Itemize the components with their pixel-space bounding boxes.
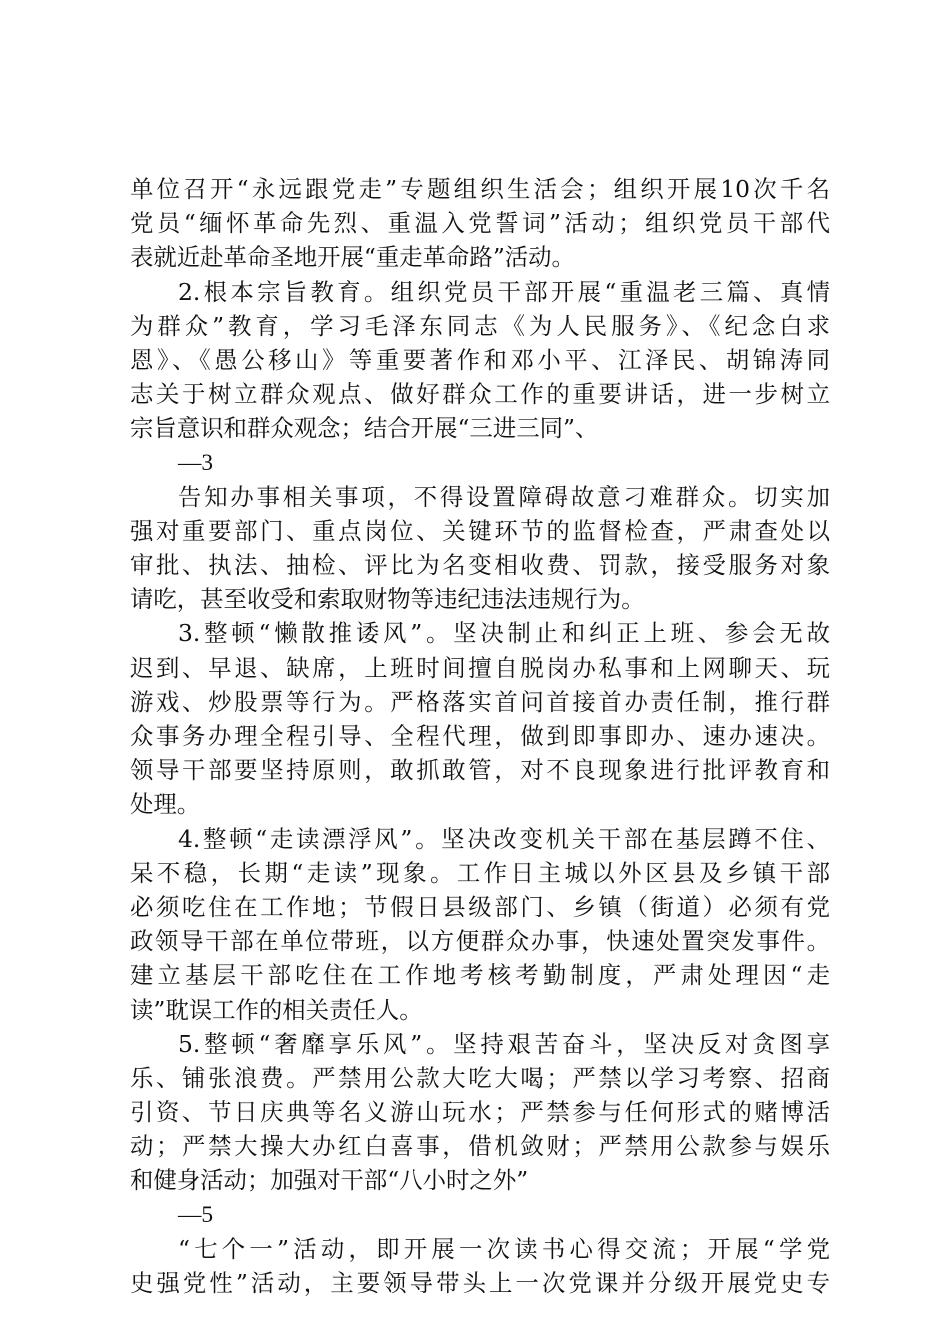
text-line: 恩》、《愚公移山》等重要著作和邓小平、江泽民、胡锦涛同 [130,345,830,374]
text-line: 表就近赴革命圣地开展“重走革命路”活动。 [130,243,575,272]
text-line: 游戏、炒股票等行为。严格落实首问首接首办责任制，推行群 [130,687,830,716]
text-line: 众事务办理全程引导、全程代理，做到即事即办、速办速决。 [130,722,830,750]
text-line: 志关于树立群众观点、做好群众工作的重要讲话，进一步树立 [130,380,830,409]
text-line: 迟到、早退、缺席，上班时间擅自脱岗办私事和上网聊天、玩 [130,653,830,682]
page-number-marker: —5 [178,1201,214,1228]
paragraph-start-line: 告知办事相关事项，不得设置障碍故意刁难群众。切实加 [178,482,830,511]
text-line: 审批、执法、抽检、评比为名变相收费、罚款，接受服务对象 [130,551,830,580]
paragraph-start-line: 3.整顿“懒散推诿风”。坚决制止和纠正上班、参会无故 [178,619,830,648]
paragraph-start-line: 4.整顿“走读漂浮风”。坚决改变机关干部在基层蹲不住、 [178,824,830,853]
text-line: 和健身活动；加强对干部“八小时之外” [130,1166,529,1195]
text-line: 领导干部要坚持原则，敢抓敢管，对不良现象进行批评教育和 [130,756,830,785]
text-line: 必须吃住在工作地；节假日县级部门、乡镇（街道）必须有党 [130,892,830,921]
text-line: 单位召开“永远跟党走”专题组织生活会；组织开展10次千名 [130,175,830,203]
text-line: 宗旨意识和群众观念；结合开展“三进三同”、 [130,414,599,443]
text-line: 党员“缅怀革命先烈、重温入党誓词”活动；组织党员干部代 [130,209,830,238]
text-line: 读”耽误工作的相关责任人。 [130,995,423,1024]
text-line: 引资、节日庆典等名义游山玩水；严禁参与任何形式的赌博活 [130,1098,830,1127]
text-line: 史强党性”活动，主要领导带头上一次党课并分级开展党史专 [130,1269,830,1297]
text-line: 处理。 [130,790,201,819]
document-body [130,172,830,1300]
text-line: 政领导干部在单位带班，以方便群众办事，快速处置突发事件。 [130,927,830,956]
text-line: 呆不稳，长期“走读”现象。工作日主城以外区县及乡镇干部 [130,858,830,887]
text-line: 乐、铺张浪费。严禁用公款大吃大喝；严禁以学习考察、招商 [130,1063,830,1092]
paragraph-start-line: 5.整顿“奢靡享乐风”。坚持艰苦奋斗，坚决反对贪图享 [178,1029,830,1058]
text-line: 强对重要部门、重点岗位、关键环节的监督检查，严肃查处以 [130,516,830,545]
paragraph-start-line: “七个一”活动，即开展一次读书心得交流；开展“学党 [178,1234,830,1263]
text-line: 建立基层干部吃住在工作地考核考勤制度，严肃处理因“走 [130,961,830,990]
text-line: 为群众”教育，学习毛泽东同志《为人民服务》、《纪念白求 [130,311,830,340]
page-number-marker: —3 [178,449,214,476]
text-line: 动；严禁大操大办红白喜事，借机敛财；严禁用公款参与娱乐 [130,1132,830,1161]
text-line: 请吃，甚至收受和索取财物等违纪违法违规行为。 [130,585,645,614]
paragraph-start-line: 2.根本宗旨教育。组织党员干部开展“重温老三篇、真情 [178,277,830,306]
